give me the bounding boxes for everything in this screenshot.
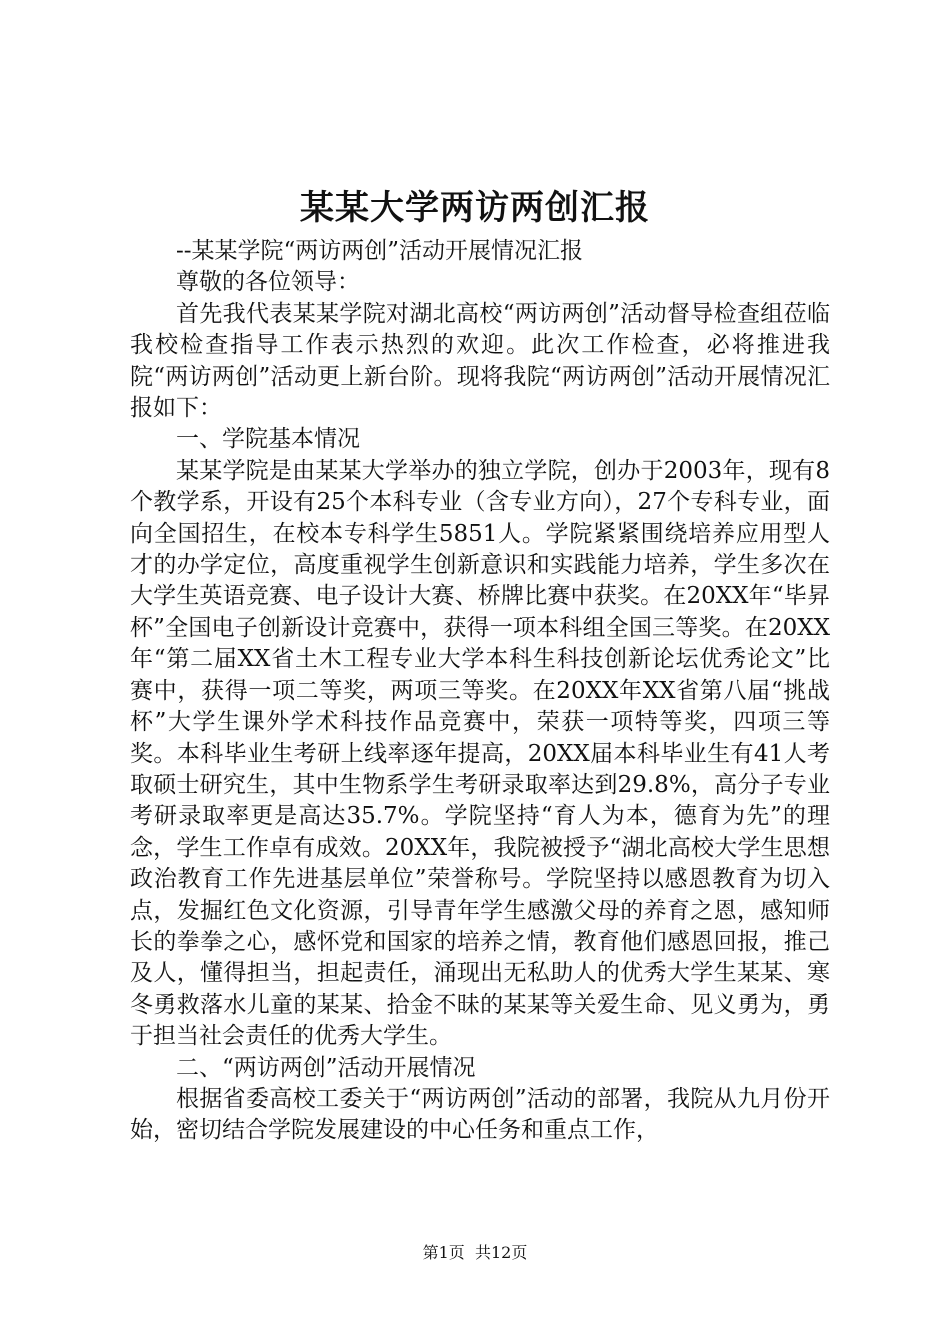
intro-paragraph: 首先我代表某某学院对湖北高校“两访两创”活动督导检查组莅临我校检查指导工作表示热烈的欢迎。此次工作检查，必将推进我院“两访两创”活动更上新台阶。现将我院“两访两创”活动开展情况汇报如下：: [130, 300, 830, 422]
section-heading-2: 二、“两访两创”活动开展情况: [176, 1054, 476, 1081]
page-total: 共12页: [474, 1243, 528, 1262]
page-footer: [0, 1243, 950, 1263]
activity-paragraph: 根据省委高校工委关于“两访两创”活动的部署，我院从九月份开始，密切结合学院发展建设的中心任务和重点工作，: [130, 1085, 830, 1144]
section-heading-1: 一、学院基本情况: [176, 426, 360, 453]
footer-separator: [465, 1243, 475, 1262]
salutation-paragraph: 尊敬的各位领导：: [176, 269, 360, 296]
subtitle-paragraph: --某某学院“两访两创”活动开展情况汇报: [176, 238, 584, 264]
page-number: 第1页: [422, 1243, 465, 1262]
college-overview-paragraph: 某某学院是由某某大学举办的独立学院，创办于2003年，现有8个教学系，开设有25个本科专业（含专业方向），27个专科专业，面向全国招生，在校本专科学生5851人。学院紧紧围绕培养应用型人才的办学定位，高度重视学生创新意识和实践能力培养，学生多次在大学生英语竞赛、电子设计大赛、桥牌比赛中获奖。在20XX年“毕昇杯”全国电子创新设计竞赛中，获得一项本科组全国三等奖。在20XX年“第二届XX省土木工程专业大学本科生科技创新论坛优秀论文”比赛中，获得一项二等奖，两项三等奖。在20XX年XX省第八届“挑战杯”大学生课外学术科技作品竞赛中，荣获一项特等奖，四项三等奖。本科毕业生考研上线率逐年提高，20XX届本科毕业生有41人考取硕士研究生，其中生物系学生考研录取率达到29.8%，高分子专业考研录取率更是高达35.7%。学院坚持“育人为本，德育为先”的理念，学生工作卓有成效。20XX年，我院被授予“湖北高校大学生思想政治教育工作先进基层单位”荣誉称号。学院坚持以感恩教育为切入点，发掘红色文化资源，引导青年学生感激父母的养育之恩，感知师长的拳拳之心，感怀党和国家的培养之情，教育他们感恩回报，推己及人，懂得担当，担起责任，涌现出无私助人的优秀大学生某某、寒冬勇救落水儿童的某某、拾金不昧的某某等关爱生命、见义勇为，勇于担当社会责任的优秀大学生。: [130, 457, 830, 1050]
document-body: [130, 236, 830, 1147]
document-title: 某某大学两访两创汇报: [300, 188, 650, 228]
